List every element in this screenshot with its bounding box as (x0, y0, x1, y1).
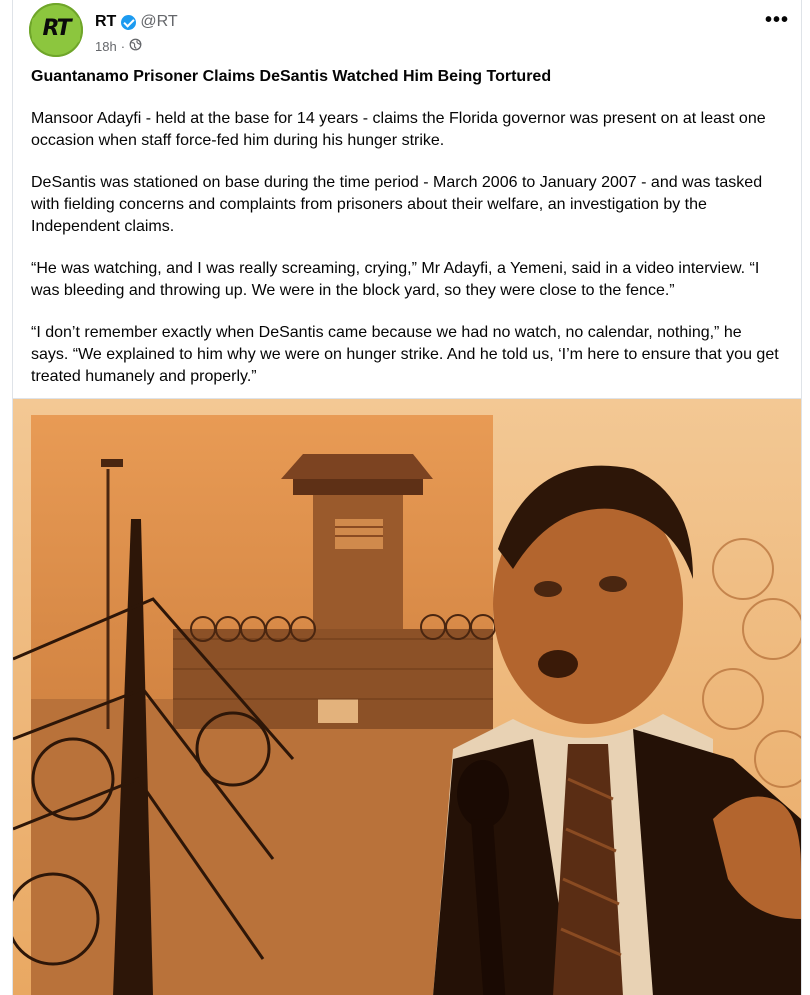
post-card (12, 0, 802, 995)
meta-separator: · (120, 38, 126, 54)
post-paragraph: “I don’t remember exactly when DeSantis came because we had no watch, no calendar, nothing,” he says. “We explained to him why we were on hunger strike. And he told us, ‘I’m here to ensure that you get treated humanely and properly.” (31, 324, 779, 385)
post-image-illustration (13, 399, 801, 995)
account-handle[interactable]: @RT (140, 13, 178, 30)
globe-icon (129, 38, 142, 54)
post-title: Guantanamo Prisoner Claims DeSantis Watched Him Being Tortured (31, 68, 552, 85)
post-body (31, 66, 781, 408)
avatar-logo-text: RT (42, 16, 70, 41)
avatar[interactable] (29, 3, 83, 57)
post-paragraph: DeSantis was stationed on base during the time period - March 2006 to January 2007 - and was tasked with fielding concerns and complaints from prisoners about their welfare, an investigation by the Independent claims. (31, 174, 763, 235)
post-paragraph: “He was watching, and I was really screaming, crying,” Mr Adayfi, a Yemeni, said in a video interview. “I was bleeding and throwing up. We were in the block yard, so they were close to the fence.” (31, 260, 760, 299)
more-options-icon[interactable]: ••• (764, 9, 789, 31)
post-image[interactable] (13, 398, 801, 995)
post-timestamp[interactable]: 18h (95, 38, 117, 54)
post-header (29, 3, 789, 59)
post-paragraph: Mansoor Adayfi - held at the base for 14 years - claims the Florida governor was present on at least one occasion when staff force-fed him during his hunger strike. (31, 110, 766, 149)
account-name[interactable]: RT (95, 13, 117, 30)
author-row (95, 13, 178, 31)
verified-badge-icon (121, 15, 136, 30)
post-meta (95, 38, 142, 54)
